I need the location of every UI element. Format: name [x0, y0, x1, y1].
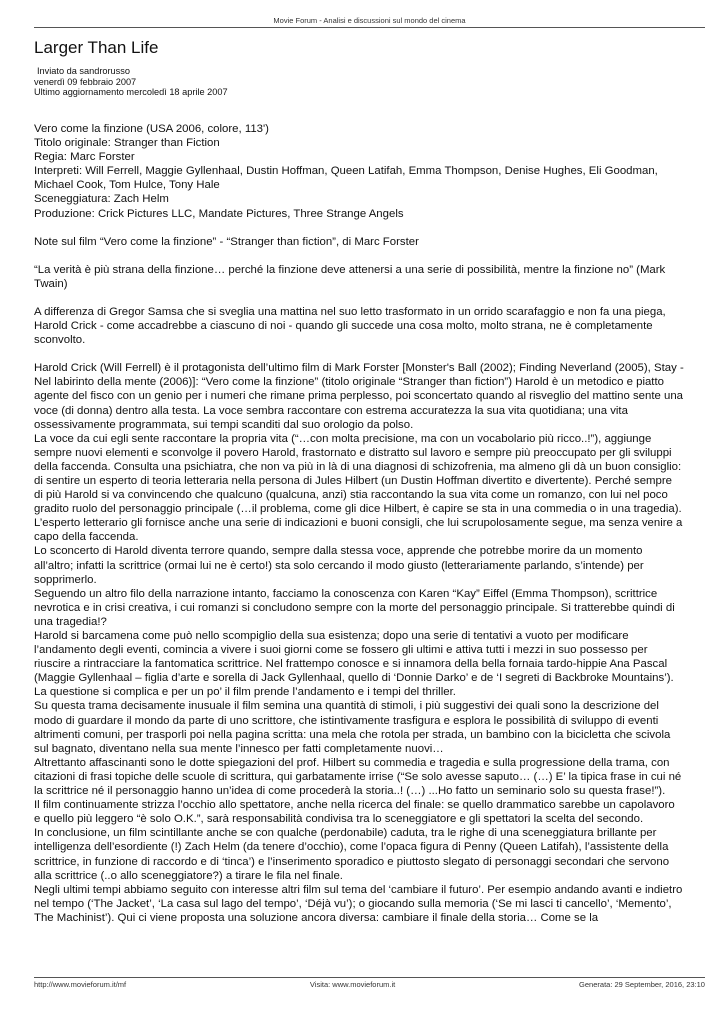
credit-line: Regia: Marc Forster [34, 151, 135, 164]
credit-line: Vero come la finzione (USA 2006, colore, 113') [34, 123, 269, 135]
footer-url-link[interactable]: http://www.movieforum.it/mf [34, 980, 127, 989]
article-content [34, 122, 684, 973]
publish-date: venerdì 09 febbraio 2007 [34, 76, 137, 87]
page-title: Larger Than Life [34, 38, 159, 57]
site-title: Movie Forum - Analisi e discussioni sul mondo del cinema [273, 16, 466, 25]
film-credits [34, 122, 684, 221]
site-footer [34, 977, 705, 989]
author-line: Inviato da sandrorusso [37, 66, 130, 76]
article-paragraph: Harold Crick (Will Ferrell) è il protagonista dell’ultimo film di Mark Forster [Monster's Ball (2002); Finding Neverland (2005), Stay - Nel labirinto della mente (2006)]: “Vero come la finzione” (titolo originale “Stranger than fiction”) Harold è un metodico e piatto agente del fisco con un genio per i numeri che rimane prima perplesso, poi sconcertato quando al risveglio del mattino sente una voce (di donna) dentro alla testa. La voce sembra raccontare con estrema accuratezza la sua vita quotidiana; una vita ossessivamente programmata, sui tempi scanditi dal suo orologio da polso. [34, 362, 684, 431]
article-paragraph: Altrettanto affascinanti sono le dotte spiegazioni del prof. Hilbert su commedia e tragedia e sulla progressione della trama, con citazioni di frasi topiche delle scuole di scrittura, qui garbatamente irrise (“Se solo avesse saputo… (…) E’ la tipica frase in cui né la scrittrice né il personaggio hanno un’idea di come procederà la storia..! (…) ...Ho fatto un seminario solo su questa frase!”). [34, 756, 682, 798]
article-paragraph: Negli ultimi tempi abbiamo seguito con interesse altri film sul tema del ‘cambiare il futuro’. Per esempio andando avanti e indietro nel tempo (‘The Jacket’, ‘La casa sul lago del tempo’, ‘Déjà vu’); o giocando sulla memoria (‘Se mi lasci ti cancello’, ‘Memento’, The Machinist’). Qui ci viene proposta una soluzione ancora diversa: cambiare il finale della storia… Come se la [34, 883, 683, 924]
article-paragraph: In conclusione, un film scintillante anche se con qualche (perdonabile) caduta, tra le righe di una sceneggiatura brillante per intelligenza dell’esordiente (!) Zach Helm (da tenere d’occhio), come l’opaca figura di Penny (Queen Latifah), l’assistente della scrittrice, in funzione di raccordo e di ‘tinca’) e l’inserimento sporadico e piuttosto slegato di personaggi secondari che servono alla scrittrice (..o allo sceneggiatore?) a tirare le fila nel finale. [34, 827, 670, 882]
article-paragraph: La questione si complica e per un po’ il film prende l’andamento e i tempi del thriller. [34, 686, 456, 699]
quote: “La verità è più strana della finzione… perché la finzione deve attenersi a una serie di possibilità, mentre la finzione no” (Mark Twain) [34, 263, 666, 290]
credit-line: Interpreti: Will Ferrell, Maggie Gyllenhaal, Dustin Hoffman, Queen Latifah, Emma Thompson, Denise Hughes, Eli Goodman, Michael Cook, Tom Hulce, Tony Hale [34, 165, 658, 192]
credit-line: Sceneggiatura: Zach Helm [34, 193, 169, 206]
article-paragraph: Seguendo un altro filo della narrazione intanto, facciamo la conoscenza con Karen “Kay” Eiffel (Emma Thompson), scrittrice nevrotica e in crisi creativa, i cui romanzi si concludono sempre con la morte del personaggio principale. Si tratterebbe quindi di una tragedia!? [34, 587, 675, 628]
footer-generated-date: Generata: 29 September, 2016, 23:10 [579, 980, 705, 989]
intro-paragraph: A differenza di Gregor Samsa che si sveglia una mattina nel suo letto trasformato in un orrido scarafaggio e non fa una piega, Harold Crick - come accadrebbe a ciascuno di noi - quando gli succede una cosa molto, molto strana, ne è completamente sconvolto. [34, 305, 666, 347]
article-paragraph: La voce da cui egli sente raccontare la propria vita (“…con molta precisione, ma con un vocabolario più ricco..!”), aggiunge sempre nuovi elementi e sconvolge il povero Harold, frastornato e distratto sul lavoro e sempre più preoccupato per gli sviluppi della faccenda. Consulta una psichiatra, che non va più in là di una diagnosi di schizofrenia, ma almeno gli dà un buon consiglio: di sentire un esperto di teoria letteraria nella persona di Jules Hilbert (un Dustin Hoffman divertito e divertente). Perché sempre di più Harold si va convincendo che qualcuno (qualcuna, anzi) stia raccontando la sua vita come un romanzo, con lui nel poco gradito ruolo del personaggio principale (…il problema, come gli dice Hilbert, è capire se sta in una commedia o in una tragedia). L’esperto letterario gli fornisce anche una serie di indicazioni e buoni consigli, che lui scrupolosamente segue, ma senza venire a capo della faccenda. [34, 432, 683, 544]
article-paragraph: Harold si barcamena come può nello scompiglio della sua esistenza; dopo una serie di tentativi a vuoto per modificare l’andamento degli eventi, comincia a vivere i suoi giorni come se fossero gli ultimi e attiva tutti i mezzi in suo possesso per riuscire a rintracciare la fantomatica scrittrice. Nel frattempo conosce e si innamora della bella fornaia tardo-hippie Ana Pascal (Maggie Gyllenhaal – figlia d’arte e sorella di Jack Gyllenhaal, quello di ‘Donnie Darko’ e de ‘I segreti di Backbroke Mountains’). [34, 630, 674, 685]
site-header [34, 16, 705, 28]
article-paragraph: Su questa trama decisamente inusuale il film semina una quantità di stimoli, i più suggestivi dei quali sono la descrizione del modo di guardare il mondo da parte di uno scrittore, che istintivamente trasfigura e esplora le possibilità di sviluppo di eventi altrimenti comuni, per trasporli poi nella pagina scritta: una mela che rotola per strada, un bambino con la bicicletta che scivola sul bagnato, diventano nella sua mente l’innesco per fatti completamente nuovi… [34, 700, 671, 755]
article-meta [34, 66, 228, 98]
credit-line: Produzione: Crick Pictures LLC, Mandate Pictures, Three Strange Angels [34, 207, 404, 220]
last-updated: Ultimo aggiornamento mercoledì 18 aprile 2007 [34, 87, 228, 98]
footer-visit-text: Visita: www.movieforum.it [309, 980, 396, 989]
article-paragraph: Lo sconcerto di Harold diventa terrore quando, sempre dalla stessa voce, apprende che potrebbe morire da un momento all’altro; infatti la scrittrice (ormai lui ne è certo!) sta solo cercando il modo giusto (letterariamente parlando, s’intende) per sopprimerlo. [34, 545, 644, 586]
credit-line: Titolo originale: Stranger than Fiction [34, 137, 220, 150]
article-body [34, 361, 684, 973]
article-paragraph: Il film continuamente strizza l’occhio allo spettatore, anche nella ricerca del finale: se quello drammatico sarebbe un capolavoro e quello più leggero “è solo O.K.”, sarà responsabilità condivisa tra lo sceneggiatore e gli spettatori la scelta del secondo. [34, 799, 675, 826]
film-note: Note sul film “Vero come la finzione” - “Stranger than fiction”, di Marc Forster [34, 235, 419, 248]
